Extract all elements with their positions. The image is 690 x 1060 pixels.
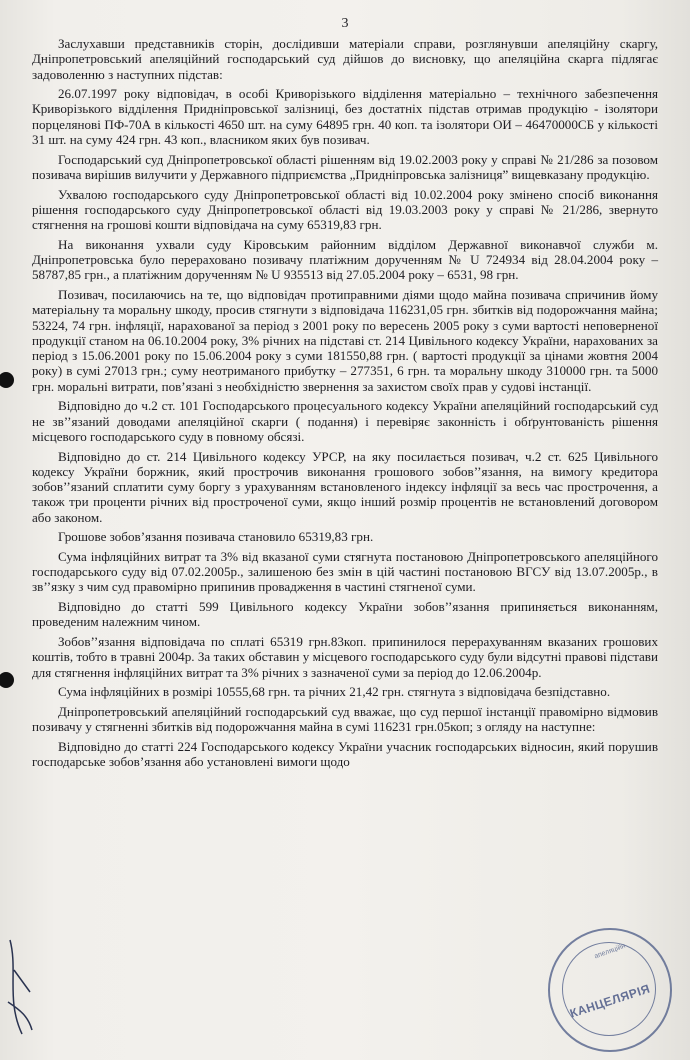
paragraph: Відповідно до статті 224 Господарського кодексу України учасник господарських відносин, який порушив господарське зобов’язання або установлені вимоги щодо [32,738,658,769]
paragraph: Зобов’’язання відповідача по сплаті 65319 грн.83коп. припинилося перерахуванням вказаних грошових коштів, тобто в травні 2004р. За таких обставин у місцевого господарського суду були відсутні правові підстави для стягнення інфляційних витрат та 3% річних з зазначеної суми за період до 12.06.2004р. [32,633,658,680]
paragraph: Господарський суд Дніпропетровської області рішенням від 19.02.2003 року у справі № 21/286 за позовом позивача вирішив вилучити у Державного підприємства „Придніпровська залізниця” вищевказану продукцію. [32,151,658,182]
paragraph: Позивач, посилаючись на те, що відповідач протиправними діями щодо майна позивача спричинив йому матеріальну та моральну шкоду, просив стягнути з відповідача 116231,05 грн. збитків від подорожчання майна; 53224, 74 грн. інфляції, нарахованої за період з 2001 року по вересень 2005 року з суми вартості неповерненої продукції станом на 06.10.2004 року, 3% річних на підставі ст. 214 Цивільного кодексу України, нарахованих за період з 15.06.2001 року по 15.06.2004 року з суми 181550,88 грн. ( вартості продукції за цінами жовтня 2004 року) в сумі 27013 грн.; суму неотриманого прибутку – 277351, 6 грн. та моральну шкоду 310000 грн. та 5000 грн. моральні витрати, пов’язані з необхідністю звернення за захистом своїх прав у судові інстанції. [32,286,658,394]
paragraph: Ухвалою господарського суду Дніпропетровської області від 10.02.2004 року змінено спосіб виконання рішення господарського суду Дніпропетровської області від 19.03.2003 року у справі № 21/286, звернуто стягнення на грошові кошти відповідача на суму 65319,83 грн. [32,186,658,233]
punch-hole [0,372,14,388]
margin-scribble [0,930,40,1040]
stamp-label: КАНЦЕЛЯРІЯ [568,981,652,1021]
paragraph: Відповідно до ч.2 ст. 101 Господарського процесуального кодексу України апеляційний господарський суд не зв’’язаний доводами апеляційної скарги ( подання) і перевіряє законність і обґрунтованість рішення місцевого господарського суду в повному обсязі. [32,398,658,444]
paragraph: Грошове зобов’язання позивача становило 65319,83 грн. [58,529,374,545]
paragraph: Відповідно до статті 599 Цивільного кодексу України зобов’’язання припиняється виконанням, проведеним належним чином. [32,599,658,630]
punch-hole [0,672,14,688]
page-number: 3 [341,16,349,31]
paragraph: Заслухавши представників сторін, дослідивши матеріали справи, розглянувши апеляційну скаргу, Дніпропетровський апеляційний господарський суд дійшов до висновку, що апеляційна скарга підлягає задоволенню з наступних підстав: [32,36,658,82]
paragraph: 26.07.1997 року відповідач, в особі Криворізького відділення матеріально – технічного забезпечення Криворізького відділення Придніпровської залізниці, без достатніх підстав отримав продукцію - ізолятори порцелянові ПФ-70А в кількості 4650 шт. на суму 64895 грн. 40 коп. та ізолятори ОИ – 46470000СБ у кількості 31 шт. на суму 424 грн. 43 коп., власником яких був позивач. [32,86,658,148]
paragraph: Дніпропетровський апеляційний господарський суд вважає, що суд першої інстанції правомірно відмовив позивачу у стягненні збитків від подорожчання майна в сумі 116231 грн.05коп; з огляду на наступне: [32,703,658,735]
document-body [32,36,658,774]
paragraph: Відповідно до ст. 214 Цивільного кодексу УРСР, на яку посилається позивач, ч.2 ст. 625 Цивільного кодексу України боржник, який прострочив виконання грошового зобов’’язання, на вимогу кредитора зобов’’язаний сплатити суму боргу з урахуванням встановленого індексу інфляції за весь час прострочення, а також три проценти річних від простроченої суми, якщо інший розмір процентів не встановлений договором або законом. [32,448,658,525]
stamp-arc-text: апеляційн [593,942,627,961]
paragraph: На виконання ухвали суду Кіровським районним відділом Державної виконавчої служби м. Дніпропетровська було перераховано позивачу платіжним дорученням № U 724934 від 28.04.2004 року – 58787,85 грн., а платіжним дорученням № U 935513 від 27.05.2004 року – 6531, 98 грн. [32,236,658,283]
paragraph: Сума інфляційних витрат та 3% від вказаної суми стягнута постановою Дніпропетровського апеляційного господарського суду від 07.02.2005р., залишеною без змін в цій частині постановою ВГСУ від 13.07.2005р., в зв’’язку з чим суд правомірно припинив провадження в частині стягненої суми. [32,548,658,595]
paragraph: Сума інфляційних в розмірі 10555,68 грн. та річних 21,42 грн. стягнута з відповідача безпідставно. [58,684,611,700]
office-stamp [548,928,672,1052]
